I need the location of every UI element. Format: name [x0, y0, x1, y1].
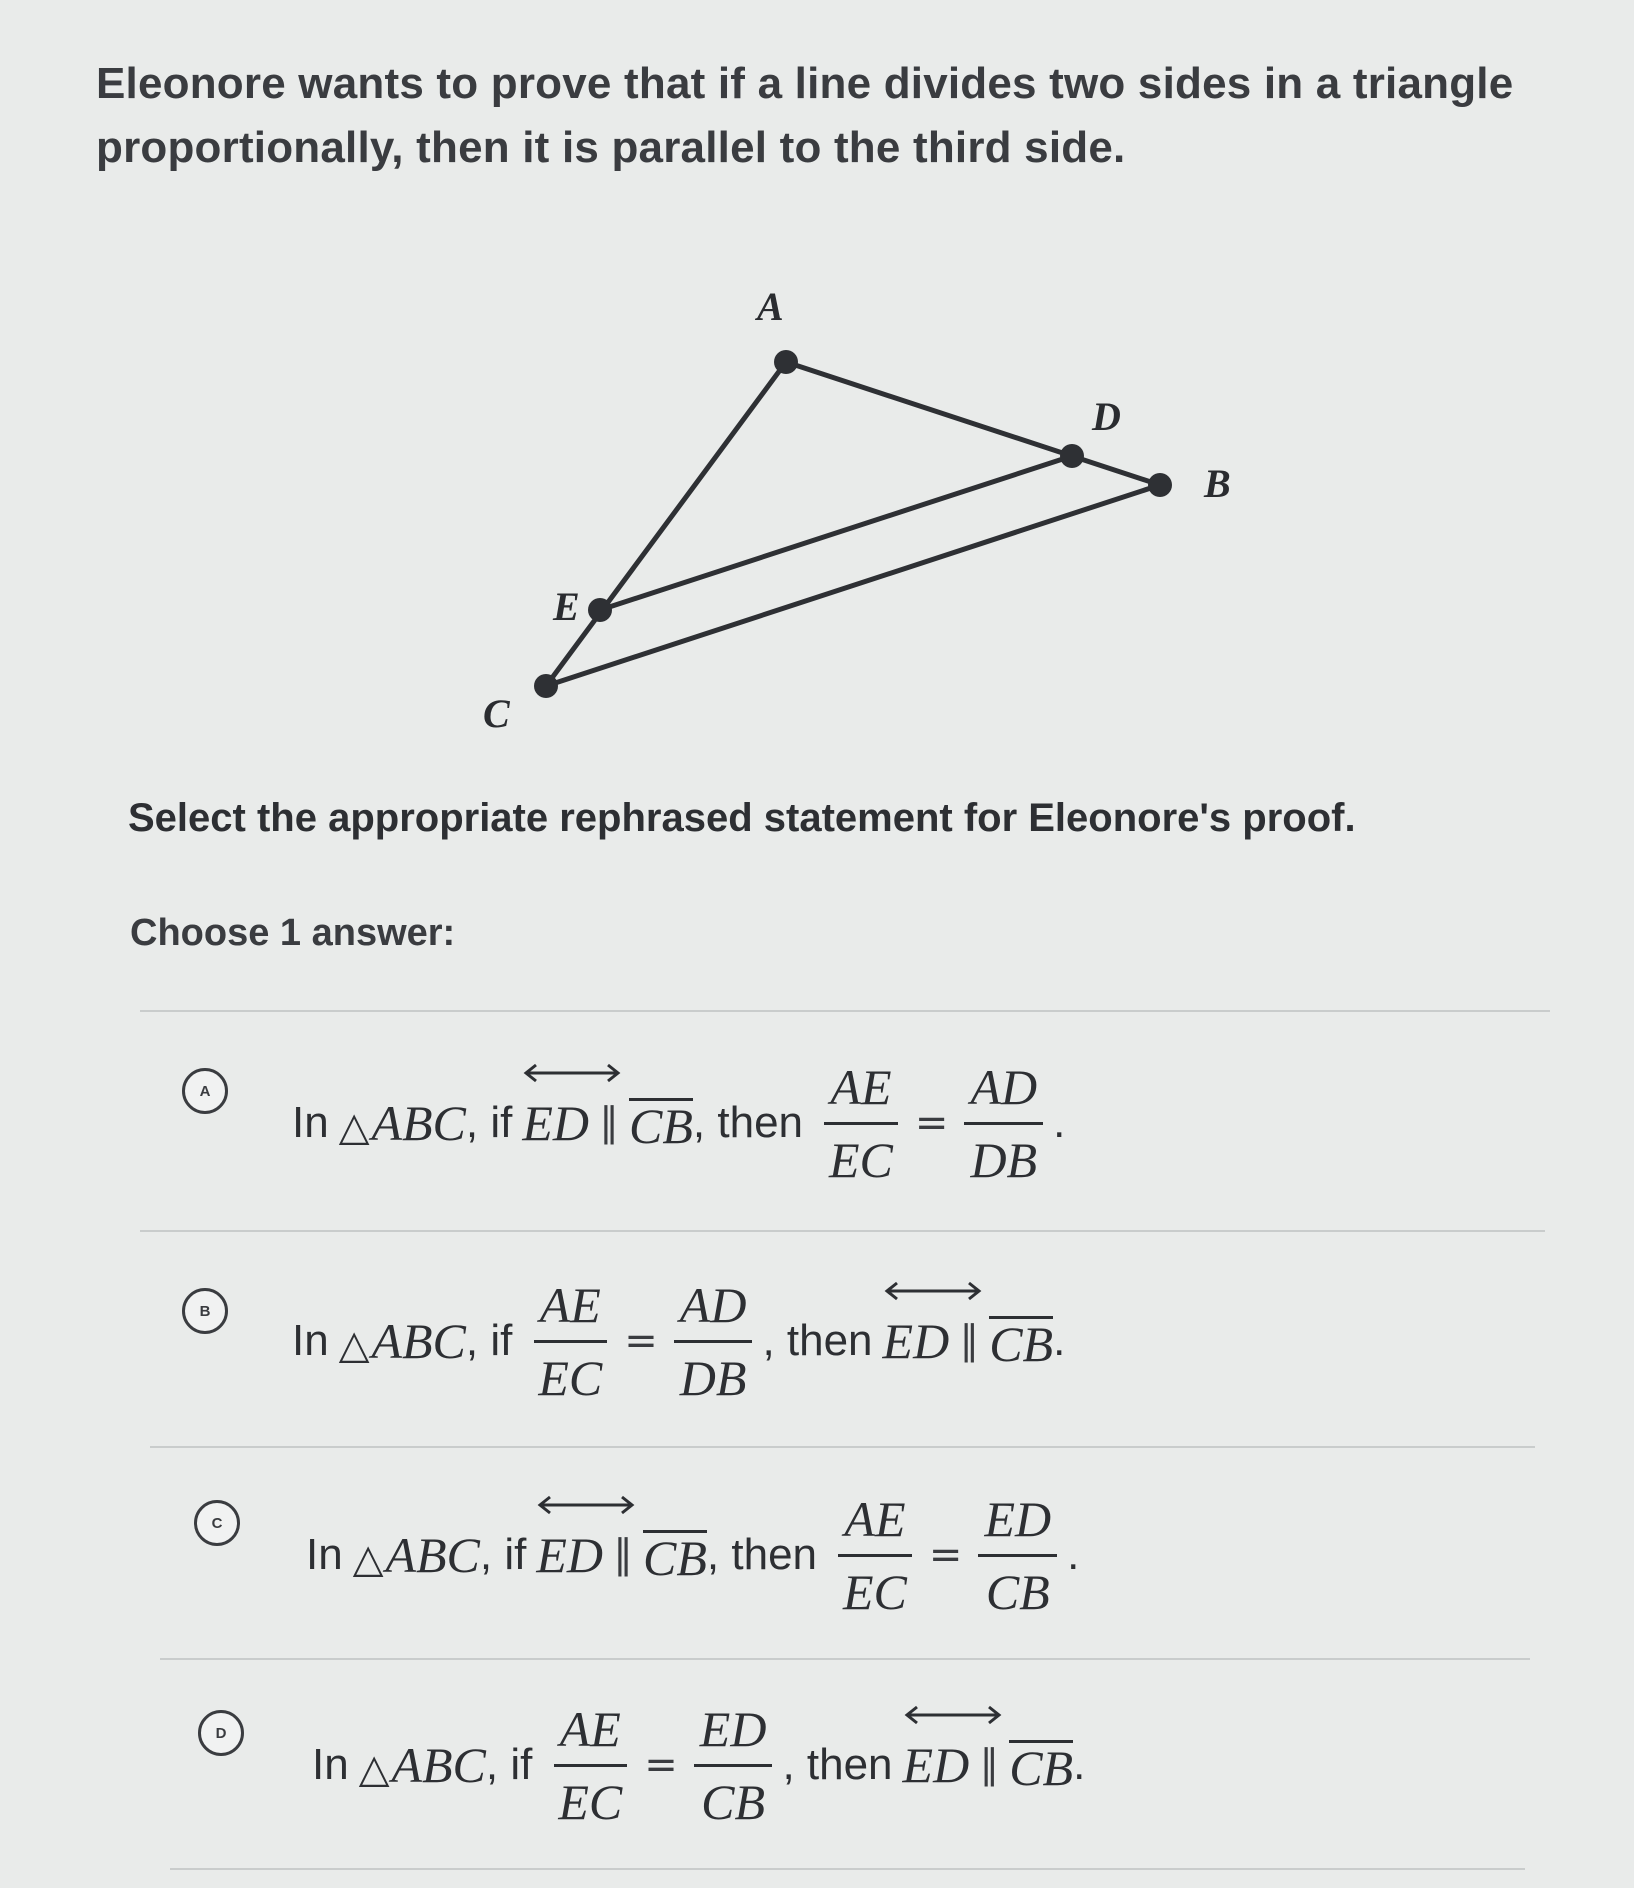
point-e	[588, 598, 612, 622]
fraction-1	[837, 1488, 913, 1623]
segment-cb: CB	[989, 1315, 1054, 1372]
fraction-numerator: ED	[978, 1488, 1057, 1557]
period: .	[1053, 1098, 1066, 1147]
fraction-2	[964, 1056, 1043, 1191]
choice-d-statement	[312, 1690, 1085, 1840]
period: .	[1053, 1316, 1066, 1365]
choose-label: Choose 1 answer:	[130, 912, 456, 954]
fraction-numerator: AE	[824, 1056, 897, 1125]
fraction-denominator: DB	[970, 1131, 1038, 1188]
fraction-1	[532, 1274, 608, 1409]
label-b: B	[1204, 461, 1231, 506]
double-arrow-icon	[536, 1494, 636, 1516]
period: .	[1073, 1740, 1086, 1789]
triangle-figure	[0, 0, 1634, 780]
fraction-1	[552, 1698, 628, 1833]
radio-d[interactable]	[198, 1710, 244, 1756]
fraction-1	[823, 1056, 899, 1191]
triangle-symbol: △	[338, 1104, 370, 1150]
label-a: A	[757, 284, 784, 329]
line-ed	[536, 1526, 603, 1584]
choice-letter: A	[199, 1082, 211, 1100]
double-arrow-icon	[883, 1280, 983, 1302]
divider	[140, 1010, 1550, 1012]
choice-d[interactable]	[140, 1664, 1540, 1864]
radio-b[interactable]	[182, 1288, 228, 1334]
then-text: , then	[762, 1316, 873, 1365]
if-text: , if	[465, 1098, 513, 1147]
choice-c-statement	[306, 1480, 1079, 1630]
choice-a-statement	[292, 1048, 1065, 1198]
parallel-symbol: ∥	[599, 1100, 620, 1146]
fraction-numerator: AE	[534, 1274, 607, 1343]
radio-a[interactable]	[182, 1068, 228, 1114]
period: .	[1067, 1530, 1080, 1579]
point-b	[1148, 473, 1172, 497]
divider	[140, 1230, 1545, 1232]
line-label: ED	[882, 1313, 950, 1369]
fraction-denominator: CB	[701, 1773, 766, 1830]
line-ed	[903, 1736, 970, 1794]
divider	[150, 1446, 1535, 1448]
fraction-numerator: AD	[964, 1056, 1043, 1125]
line-label: ED	[902, 1737, 970, 1793]
side-ac	[546, 362, 786, 686]
double-arrow-icon	[522, 1062, 622, 1084]
fraction-denominator: EC	[843, 1563, 907, 1620]
label-d: D	[1092, 394, 1121, 439]
triangle-name: ABC	[371, 1095, 466, 1151]
line-label: ED	[522, 1095, 590, 1151]
if-text: , if	[485, 1740, 533, 1789]
radio-c[interactable]	[194, 1500, 240, 1546]
triangle-symbol: △	[352, 1536, 384, 1582]
in-text: In	[292, 1316, 329, 1365]
point-c	[534, 674, 558, 698]
instruction-text: Select the appropriate rephrased statement for Eleonore's proof.	[128, 796, 1356, 840]
parallel-symbol: ∥	[959, 1318, 980, 1364]
equals-symbol: =	[928, 1532, 963, 1578]
side-cb	[546, 485, 1160, 686]
fraction-denominator: CB	[985, 1563, 1050, 1620]
choice-letter: C	[211, 1514, 223, 1532]
choice-c[interactable]	[140, 1454, 1540, 1654]
choice-letter: B	[199, 1302, 211, 1320]
fraction-numerator: ED	[694, 1698, 773, 1767]
in-text: In	[292, 1098, 329, 1147]
fraction-denominator: EC	[558, 1773, 623, 1830]
fraction-denominator: EC	[829, 1131, 893, 1188]
then-text: , then	[692, 1098, 804, 1147]
fraction-numerator: AE	[838, 1488, 911, 1557]
point-a	[774, 350, 798, 374]
parallel-symbol: ∥	[613, 1532, 634, 1578]
if-text: , if	[465, 1316, 513, 1365]
line-ed	[522, 1094, 589, 1152]
then-text: , then	[706, 1530, 818, 1579]
choice-b-statement	[292, 1266, 1065, 1416]
equals-symbol: =	[914, 1100, 949, 1146]
fraction-denominator: DB	[679, 1349, 747, 1406]
triangle-symbol: △	[338, 1322, 370, 1368]
triangle-symbol: △	[358, 1746, 390, 1792]
question-text: Eleonore wants to prove that if a line divides two sides in a triangle proportionally, then it is parallel to the third side.	[96, 59, 1514, 172]
segment-cb: CB	[629, 1097, 693, 1154]
segment-ed	[600, 456, 1072, 610]
triangle-name: ABC	[371, 1313, 466, 1369]
segment-cb: CB	[643, 1529, 707, 1586]
parallel-symbol: ∥	[979, 1742, 1000, 1788]
then-text: , then	[782, 1740, 893, 1789]
line-ed	[883, 1312, 950, 1370]
fraction-2	[674, 1274, 753, 1409]
point-d	[1060, 444, 1084, 468]
equals-symbol: =	[624, 1318, 658, 1364]
choice-b[interactable]	[140, 1240, 1540, 1440]
if-text: , if	[479, 1530, 527, 1579]
divider	[160, 1658, 1530, 1660]
triangle-name: ABC	[385, 1527, 480, 1583]
label-e: E	[553, 584, 580, 629]
in-text: In	[312, 1740, 349, 1789]
label-c: C	[483, 691, 510, 736]
fraction-denominator: EC	[538, 1349, 603, 1406]
fraction-numerator: AD	[674, 1274, 753, 1343]
segment-cb: CB	[1009, 1739, 1074, 1796]
choice-letter: D	[215, 1724, 227, 1742]
fraction-numerator: AE	[554, 1698, 627, 1767]
double-arrow-icon	[903, 1704, 1003, 1726]
fraction-2	[978, 1488, 1057, 1623]
choice-a[interactable]	[140, 1022, 1540, 1222]
in-text: In	[306, 1530, 343, 1579]
equals-symbol: =	[644, 1742, 678, 1788]
divider	[170, 1868, 1525, 1870]
fraction-2	[694, 1698, 773, 1833]
line-label: ED	[536, 1527, 604, 1583]
triangle-name: ABC	[391, 1737, 486, 1793]
